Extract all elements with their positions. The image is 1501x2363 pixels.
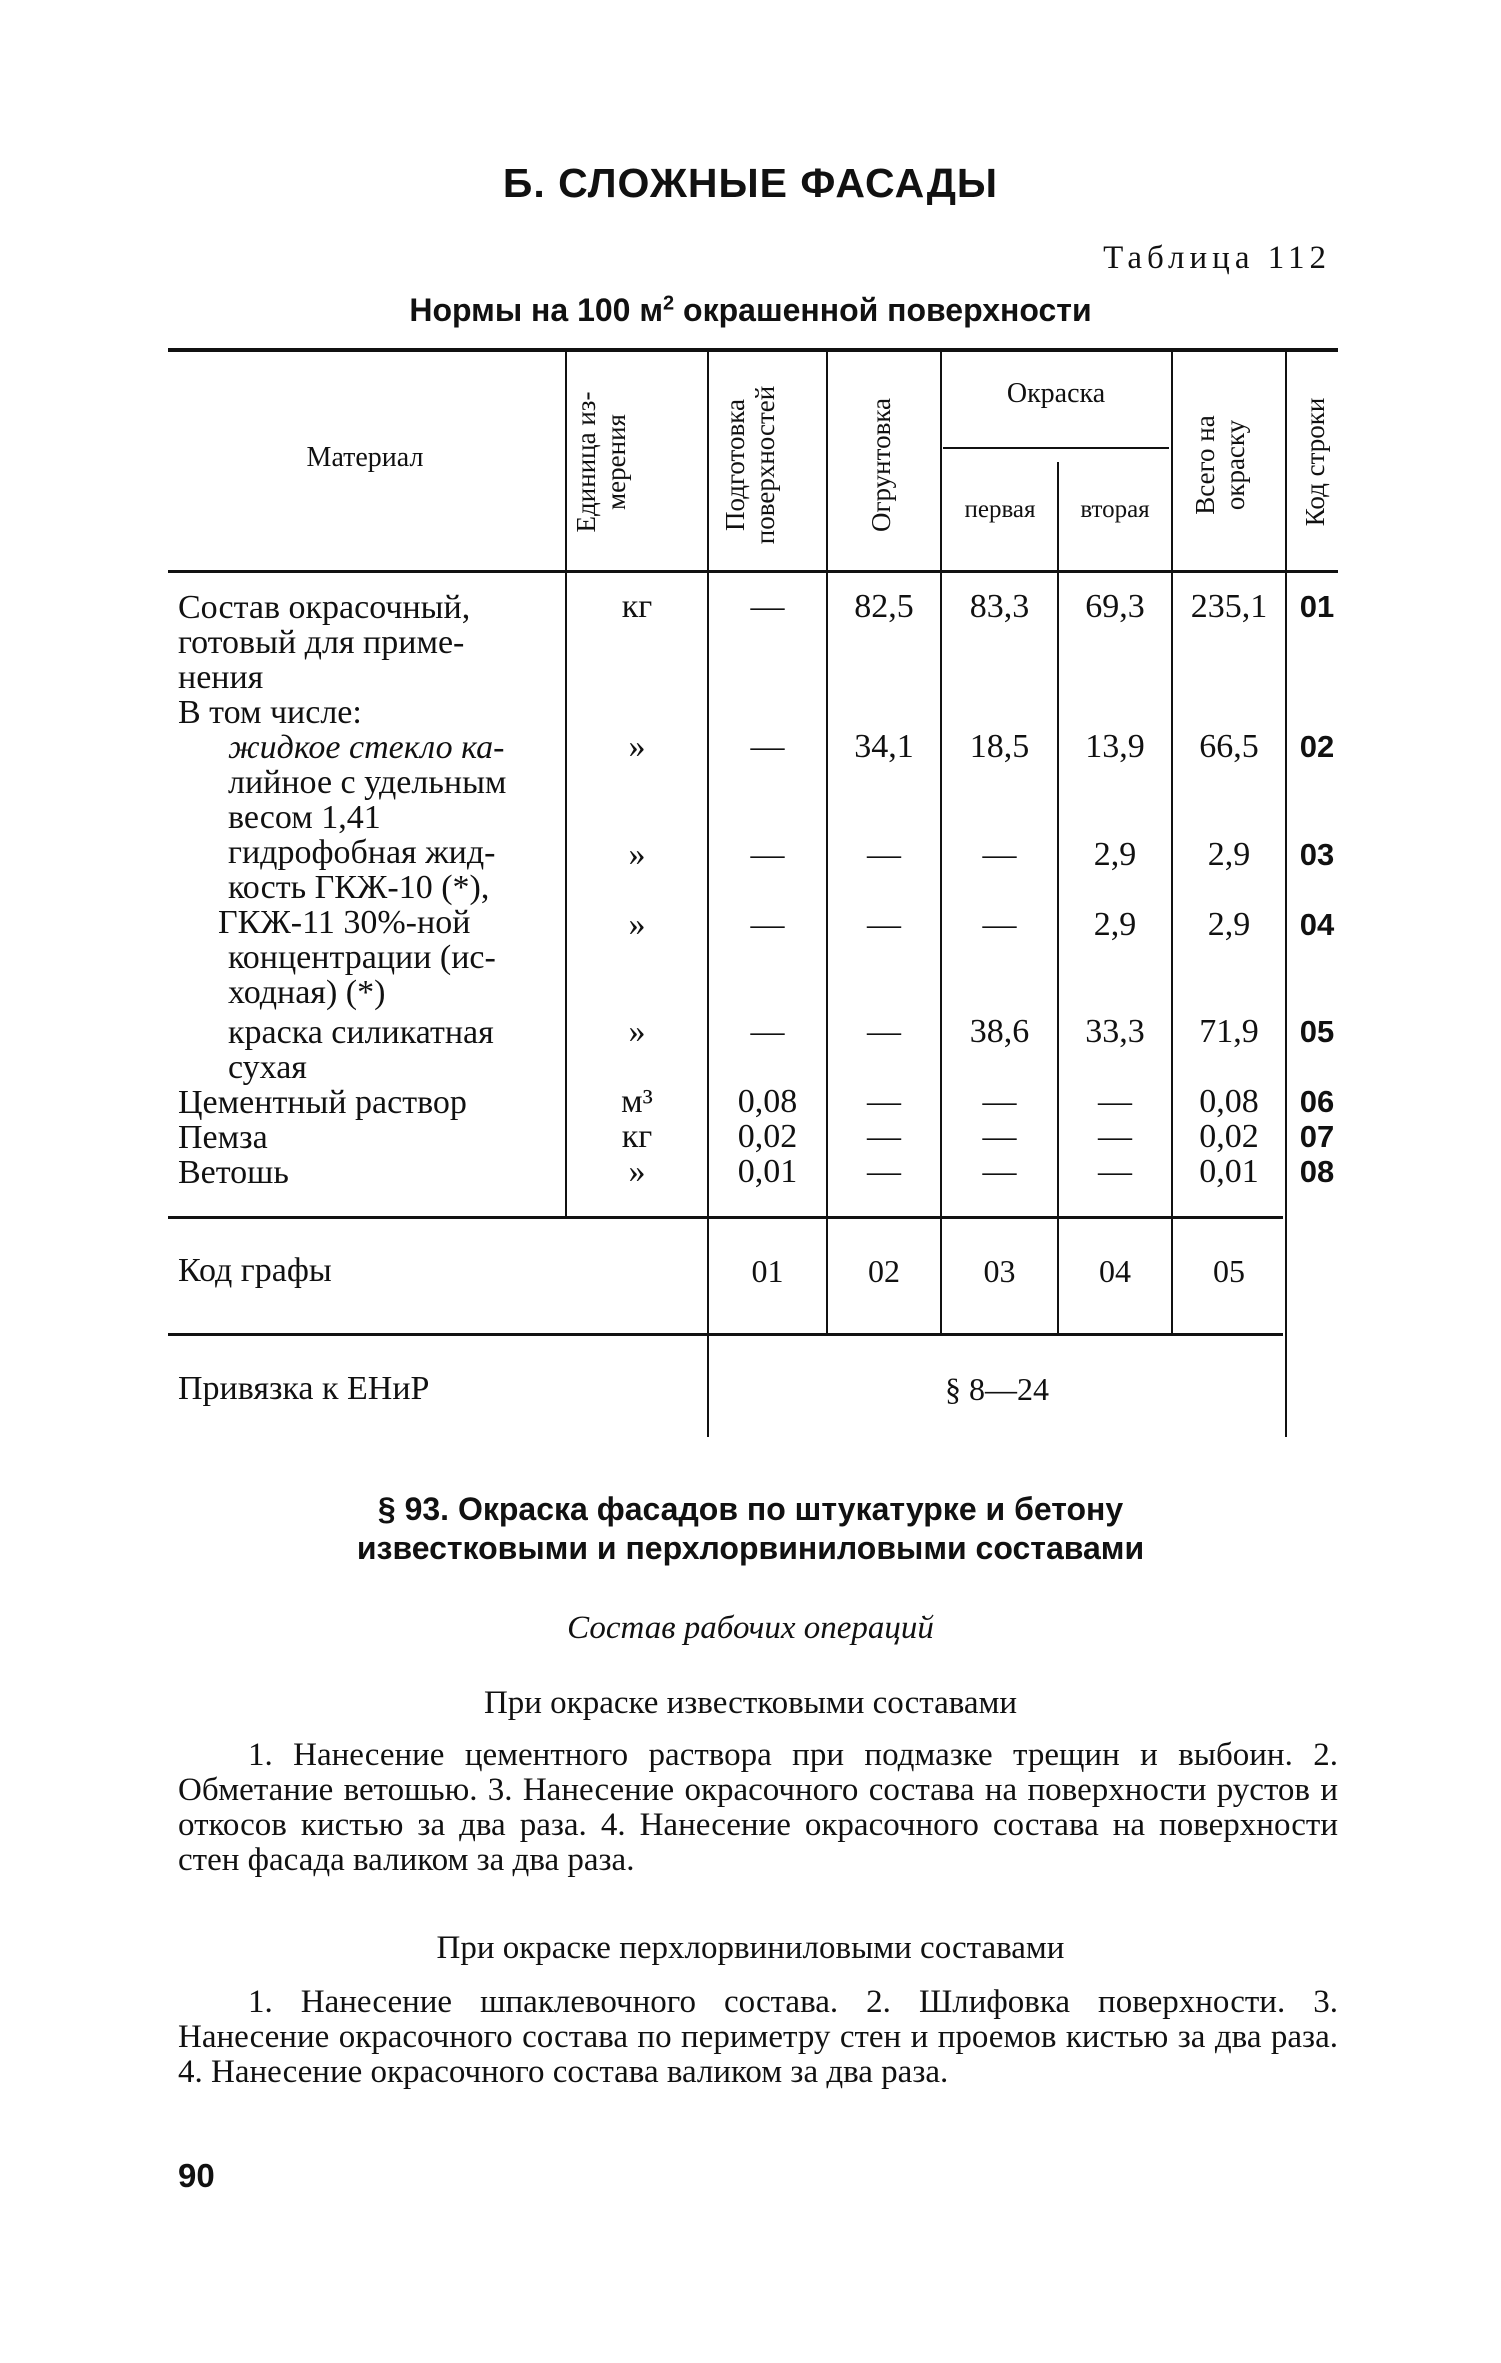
cell-prep: 0,02 [737,1118,798,1155]
table-caption: Нормы на 100 $м^2$ окрашенной поверхности [409,292,1092,328]
cell-primer: — [867,1013,901,1050]
material-line: нения [178,659,264,696]
cell-code: 05 [1299,1014,1335,1049]
painting-split-rule [943,447,1169,449]
cell-code: 08 [1299,1154,1335,1189]
cell-code: 01 [1299,589,1335,624]
cell-second: — [1098,1153,1132,1190]
cell-first: — [982,836,1017,873]
header-primer: Огрунтовка [866,397,896,533]
cell-unit: » [628,1013,646,1050]
pvc-operations-text: 1. Нанесение шпаклевочного состава. 2. Шлифовка поверхности. 3. Нанесение окрасочного состава по периметру стен и проемов кистью за два раза. 4. Нанесение окрасочного состава валиком за два раза. [178,1984,1338,2090]
cell-prep: — [750,906,785,943]
cell-unit: кг [621,1118,653,1155]
cell-first: 18,5 [969,728,1030,765]
header-bottom-rule [168,570,1338,573]
material-line: лийное с удельным [228,764,507,801]
material-line: краска силикатная [228,1014,494,1051]
cell-second: — [1098,1118,1132,1155]
cell-first: — [982,1083,1017,1120]
cell-total: 0,02 [1199,1118,1259,1155]
material-line: готовый для приме- [178,624,465,661]
cell-prep: 0,08 [737,1083,798,1120]
cell-total: 235,1 [1190,588,1268,625]
cell-total: 71,9 [1199,1013,1259,1050]
cell-second: — [1098,1083,1132,1120]
material-line: Состав окрасочный, [178,589,471,626]
cell-first: — [982,1118,1017,1155]
material-line: гидрофобная жид- [228,834,496,871]
header-row-code: Код строки [1300,397,1330,527]
cell-second: 69,3 [1085,588,1145,625]
lime-subtitle: При окраске известковыми составами [483,1685,1018,1721]
cell-total: 0,01 [1199,1153,1259,1190]
paragraph-title: § 93. Окраска фасадов по штукатурке и бетону известковыми и перхлорвиниловыми составами [356,1491,1145,1566]
material-line: сухая [228,1049,307,1086]
cell-second: 33,3 [1085,1013,1145,1050]
table-top-rule [168,348,1338,352]
cell-first: 38,6 [969,1013,1030,1050]
col-rule-7 [1285,352,1287,1437]
code-row-bottom-rule [168,1333,1283,1336]
material-line: концентрации (ис- [228,939,496,976]
cell-prep: — [750,728,785,765]
enir-value: § 8—24 [945,1371,1049,1407]
column-code: 04 [1099,1253,1131,1289]
cell-code: 02 [1299,729,1335,764]
body-bottom-rule [168,1216,1283,1219]
material-line: весом 1,41 [228,799,381,836]
column-code: 01 [751,1253,784,1289]
cell-unit: м³ [621,1083,653,1120]
cell-prep: — [750,1013,785,1050]
cell-primer: — [867,1118,901,1155]
cell-primer: 34,1 [854,728,914,765]
material-line: Ветошь [178,1154,289,1191]
header-prep: Подготовка поверхностей [720,385,780,545]
cell-second: 2,9 [1093,836,1137,873]
header-first: первая [964,496,1036,523]
cell-primer: 82,5 [854,588,914,625]
cell-code: 03 [1299,837,1335,872]
column-code: 05 [1213,1253,1245,1289]
section-title: Б. СЛОЖНЫЕ ФАСАДЫ [502,160,999,206]
column-code: 02 [868,1253,900,1289]
cell-code: 04 [1299,907,1335,942]
table-number: Таблица 112 [1103,240,1331,276]
cell-unit: кг [621,588,653,625]
cell-total: 0,08 [1199,1083,1259,1120]
cell-second: 2,9 [1093,906,1137,943]
material-line: жидкое стекло ка- [228,729,505,766]
operations-title: Состав рабочих операций [567,1610,934,1646]
cell-first: — [982,906,1017,943]
cell-unit: » [628,836,646,873]
header-total: Всего на окраску [1190,415,1250,515]
cell-prep: — [750,588,785,625]
pvc-subtitle: При окраске перхлорвиниловыми составами [436,1930,1065,1966]
cell-primer: — [867,1083,901,1120]
cell-prep: 0,01 [737,1153,798,1190]
cell-total: 66,5 [1199,728,1259,765]
material-line: В том числе: [178,694,362,731]
cell-unit: » [628,728,646,765]
cell-first: — [982,1153,1017,1190]
column-code-label: Код графы [178,1252,332,1289]
cell-primer: — [867,906,901,943]
header-unit: Единица из- мерения [571,391,631,533]
material-line: ГКЖ-11 30%-ной [218,904,471,941]
material-line: кость ГКЖ-10 (*), [228,869,490,906]
enir-label: Привязка к ЕНиР [178,1370,430,1407]
cell-first: 83,3 [969,588,1030,625]
material-line: Пемза [178,1119,268,1156]
lime-operations-text: 1. Нанесение цементного раствора при подмазке трещин и выбоин. 2. Обметание ветошью. 3. Нанесение окрасочного состава на поверхности рустов и откосов кистью за два раза. 4. Нанесение окрасочного состава на поверхности стен фасада валиком за два раза. [178,1737,1338,1878]
cell-primer: — [867,1153,901,1190]
cell-unit: » [628,1153,646,1190]
material-line: ходная) (*) [228,974,386,1011]
cell-total: 2,9 [1207,906,1251,943]
cell-second: 13,9 [1085,728,1145,765]
cell-unit: » [628,906,646,943]
cell-primer: — [867,836,901,873]
page-number: 90 [178,2157,215,2194]
header-material: Материал [306,442,424,473]
cell-code: 06 [1299,1084,1335,1119]
cell-code: 07 [1299,1119,1335,1154]
material-line: Цементный раствор [178,1084,467,1121]
column-code: 03 [983,1253,1016,1289]
header-painting: Окраска [1006,378,1106,409]
cell-total: 2,9 [1207,836,1251,873]
cell-prep: — [750,836,785,873]
header-second: вторая [1080,496,1150,523]
